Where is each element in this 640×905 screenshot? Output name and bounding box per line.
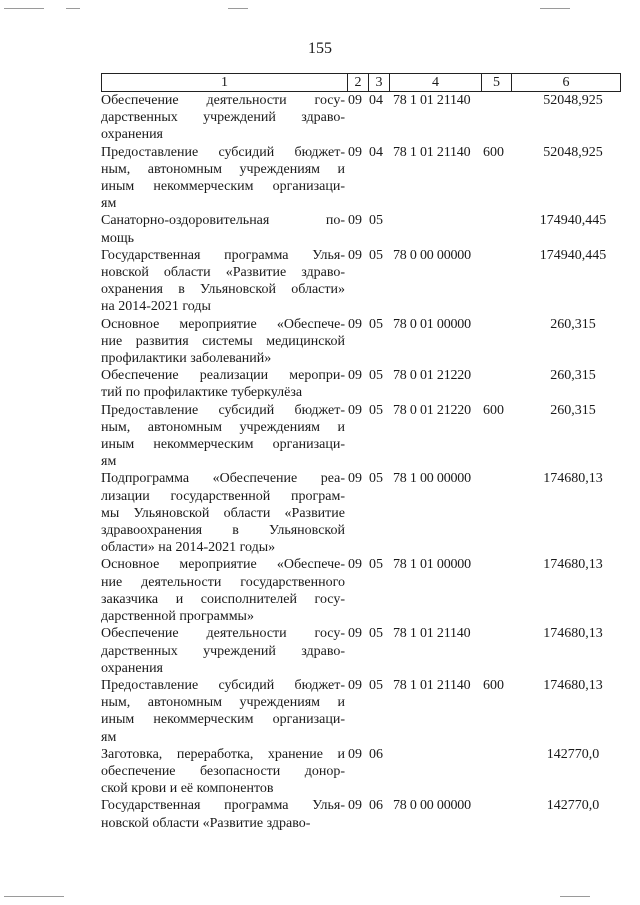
row-name xyxy=(101,470,347,556)
row-name-line: тий по профилактике туберкулёза xyxy=(101,385,303,401)
row-subsection-code: 05 xyxy=(369,402,383,418)
row-subsection-code: 05 xyxy=(369,557,383,573)
row-amount: 52048,925 xyxy=(543,93,603,108)
page-number: 155 xyxy=(308,40,332,57)
table-header-row xyxy=(101,73,621,92)
table-body xyxy=(101,92,621,832)
row-subsection-code: 04 xyxy=(369,93,383,108)
table-row xyxy=(101,746,621,798)
row-name-line: на 2014-2021 годы xyxy=(101,299,211,315)
row-name-line: дарственной программы» xyxy=(101,609,254,625)
row-name xyxy=(101,247,347,316)
row-name-line: ние развития системы медицинской xyxy=(101,333,345,349)
row-name-line: Предоставление субсидий бюджет- xyxy=(101,402,345,418)
row-name xyxy=(101,316,347,368)
row-expense-type xyxy=(481,746,511,798)
row-expense-type xyxy=(481,797,511,831)
row-subsection-code: 05 xyxy=(369,316,383,332)
row-section-code: 09 xyxy=(348,93,362,108)
row-target-article: 78 0 01 21220 xyxy=(393,368,471,384)
row-name-line: Обеспечение деятельности госу- xyxy=(101,626,345,642)
row-name-line: ние деятельности государственного xyxy=(101,574,345,590)
row-section-code: 09 xyxy=(348,626,362,642)
row-expense-type: 600 xyxy=(483,144,504,160)
row-name-line: новской области «Развитие здраво- xyxy=(101,815,311,831)
scan-edge-mark xyxy=(560,896,590,897)
row-section-code: 09 xyxy=(348,144,362,160)
row-target-article: 78 1 01 21140 xyxy=(393,93,471,108)
table-row xyxy=(101,247,621,316)
row-name xyxy=(101,212,347,246)
column-header-subsection: 3 xyxy=(368,74,389,91)
row-target-article: 78 1 01 21140 xyxy=(393,626,471,642)
row-section-code: 09 xyxy=(348,316,362,332)
row-subsection-code: 06 xyxy=(369,746,383,762)
row-expense-type xyxy=(481,92,511,144)
row-name-line: охранения xyxy=(101,660,163,676)
row-name-line: профилактики заболеваний» xyxy=(101,351,272,367)
row-name-line: мы Ульяновской области «Развитие xyxy=(101,505,345,521)
row-name-line: Обеспечение деятельности госу- xyxy=(101,93,345,108)
row-amount: 174940,445 xyxy=(539,213,607,229)
row-name-line: дарственных учреждений здраво- xyxy=(101,643,345,659)
column-header-section: 2 xyxy=(347,74,368,91)
row-amount: 174680,13 xyxy=(543,471,603,487)
row-amount: 260,315 xyxy=(550,368,596,384)
row-name-line: области» на 2014-2021 годы» xyxy=(101,540,276,556)
column-header-expense-type: 5 xyxy=(481,74,511,91)
row-name-line: лизации государственной програм- xyxy=(101,488,345,504)
row-subsection-code: 04 xyxy=(369,144,383,160)
row-section-code: 09 xyxy=(348,402,362,418)
row-name-line: Основное мероприятие «Обеспече- xyxy=(101,557,345,573)
row-name xyxy=(101,746,347,798)
scan-edge-mark xyxy=(66,8,80,9)
table-row xyxy=(101,556,621,625)
row-section-code: 09 xyxy=(348,798,362,814)
row-amount: 174680,13 xyxy=(543,626,603,642)
column-header-target-article: 4 xyxy=(389,74,481,91)
row-subsection-code: 06 xyxy=(369,798,383,814)
row-name-line: охранения xyxy=(101,127,163,143)
row-subsection-code: 05 xyxy=(369,471,383,487)
row-name-line: ям xyxy=(101,454,117,470)
row-target-article xyxy=(389,212,481,246)
table-row xyxy=(101,470,621,556)
row-name-line: Предоставление субсидий бюджет- xyxy=(101,677,345,693)
row-name-line: здравоохранения в Ульяновской xyxy=(101,523,345,539)
row-target-article: 78 0 01 21220 xyxy=(393,402,471,418)
row-name-line: иным некоммерческим организаци- xyxy=(101,712,345,728)
row-name xyxy=(101,625,347,677)
table-row xyxy=(101,367,621,401)
column-header-amount: 6 xyxy=(511,74,621,91)
row-section-code: 09 xyxy=(348,557,362,573)
row-expense-type: 600 xyxy=(483,402,504,418)
row-expense-type xyxy=(481,470,511,556)
row-subsection-code: 05 xyxy=(369,213,383,229)
scan-edge-mark xyxy=(540,8,570,9)
row-target-article: 78 1 01 21140 xyxy=(393,677,471,693)
row-amount: 174680,13 xyxy=(543,557,603,573)
row-name-line: Государственная программа Улья- xyxy=(101,798,345,814)
row-section-code: 09 xyxy=(348,368,362,384)
scan-edge-mark xyxy=(4,8,44,9)
scan-edge-mark xyxy=(4,896,64,897)
row-amount: 260,315 xyxy=(550,402,596,418)
row-section-code: 09 xyxy=(348,247,362,263)
row-amount: 174940,445 xyxy=(539,247,607,263)
row-name xyxy=(101,367,347,401)
column-header-name: 1 xyxy=(101,74,347,91)
table-row xyxy=(101,316,621,368)
row-name-line: иным некоммерческим организаци- xyxy=(101,437,345,453)
row-name xyxy=(101,402,347,471)
table-row xyxy=(101,92,621,144)
row-target-article: 78 0 00 00000 xyxy=(393,798,471,814)
row-expense-type xyxy=(481,625,511,677)
row-section-code: 09 xyxy=(348,677,362,693)
scan-edge-mark xyxy=(228,8,248,9)
row-expense-type xyxy=(481,316,511,368)
row-name-line: Санаторно-оздоровительная по- xyxy=(101,213,345,229)
row-target-article: 78 0 00 00000 xyxy=(393,247,471,263)
row-name xyxy=(101,677,347,746)
row-name-line: мощь xyxy=(101,230,135,246)
row-subsection-code: 05 xyxy=(369,247,383,263)
row-name xyxy=(101,92,347,144)
table-row xyxy=(101,625,621,677)
row-name-line: ям xyxy=(101,196,117,212)
row-target-article: 78 1 01 21140 xyxy=(393,144,471,160)
row-name-line: иным некоммерческим организаци- xyxy=(101,179,345,195)
row-section-code: 09 xyxy=(348,746,362,762)
row-name xyxy=(101,797,347,831)
row-name-line: ской крови и её компонентов xyxy=(101,781,274,797)
row-name-line: обеспечение безопасности донор- xyxy=(101,763,345,779)
row-expense-type xyxy=(481,212,511,246)
row-target-article: 78 1 00 00000 xyxy=(393,471,471,487)
row-section-code: 09 xyxy=(348,471,362,487)
row-expense-type xyxy=(481,247,511,316)
row-target-article: 78 1 01 00000 xyxy=(393,557,471,573)
table-row xyxy=(101,797,621,831)
row-name-line: Подпрограмма «Обеспечение реа- xyxy=(101,471,345,487)
row-section-code: 09 xyxy=(348,213,362,229)
row-amount: 260,315 xyxy=(550,316,596,332)
row-target-article: 78 0 01 00000 xyxy=(393,316,471,332)
row-expense-type xyxy=(481,367,511,401)
row-name-line: Предоставление субсидий бюджет- xyxy=(101,144,345,160)
row-expense-type xyxy=(481,556,511,625)
row-name-line: Основное мероприятие «Обеспече- xyxy=(101,316,345,332)
row-expense-type: 600 xyxy=(483,677,504,693)
row-name-line: ным, автономным учреждениям и xyxy=(101,161,345,177)
table-row xyxy=(101,677,621,746)
row-name-line: Заготовка, переработка, хранение и xyxy=(101,746,345,762)
row-name xyxy=(101,144,347,213)
table-row xyxy=(101,402,621,471)
row-subsection-code: 05 xyxy=(369,368,383,384)
row-name-line: ным, автономным учреждениям и xyxy=(101,695,345,711)
row-name xyxy=(101,556,347,625)
table-row xyxy=(101,212,621,246)
row-name-line: заказчика и соисполнителей госу- xyxy=(101,591,345,607)
row-name-line: Обеспечение реализации меропри- xyxy=(101,368,345,384)
budget-table xyxy=(101,73,621,832)
row-amount: 142770,0 xyxy=(546,798,600,814)
row-name-line: Государственная программа Улья- xyxy=(101,247,345,263)
row-amount: 52048,925 xyxy=(543,144,603,160)
row-name-line: новской области «Развитие здраво- xyxy=(101,265,345,281)
table-row xyxy=(101,144,621,213)
row-name-line: ям xyxy=(101,729,117,745)
row-name-line: ным, автономным учреждениям и xyxy=(101,419,345,435)
row-amount: 174680,13 xyxy=(543,677,603,693)
row-name-line: дарственных учреждений здраво- xyxy=(101,110,345,126)
row-amount: 142770,0 xyxy=(546,746,600,762)
row-name-line: охранения в Ульяновской области» xyxy=(101,282,345,298)
row-subsection-code: 05 xyxy=(369,626,383,642)
row-target-article xyxy=(389,746,481,798)
row-subsection-code: 05 xyxy=(369,677,383,693)
